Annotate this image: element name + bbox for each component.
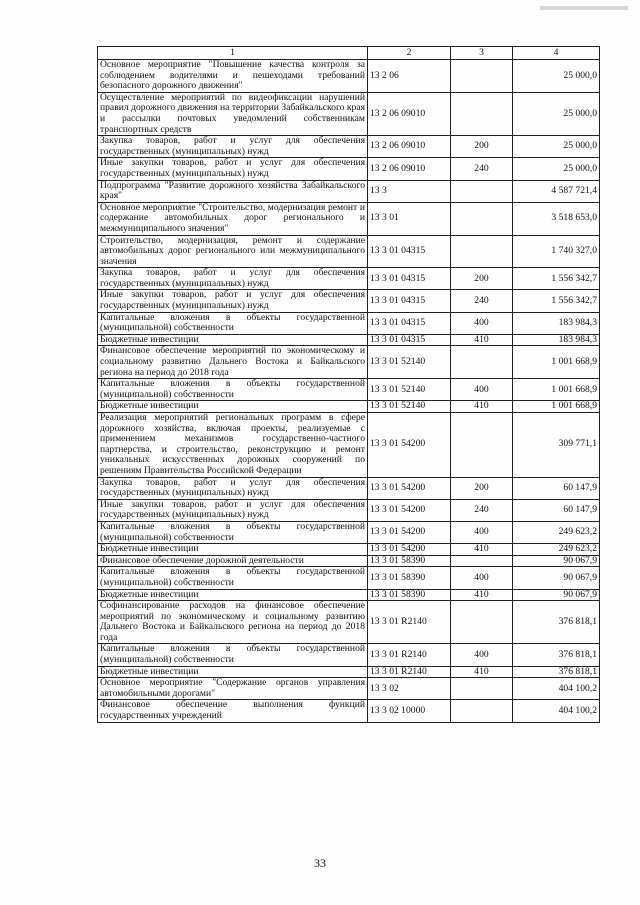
row-name: Капитальные вложения в объекты государственной (муниципальной) собственности [98, 644, 368, 666]
row-name: Иные закупки товаров, работ и услуг для обеспечения государственных (муниципальных) нужд [98, 499, 368, 521]
row-amount: 4 587 721,4 [513, 180, 600, 202]
table-row [98, 544, 600, 556]
table-row [98, 666, 600, 678]
row-expense-type: 240 [451, 290, 513, 312]
row-name: Бюджетные инвестиции [98, 589, 368, 601]
header-col-2: 2 [368, 47, 451, 60]
budget-table [97, 46, 600, 723]
row-name: Основное мероприятие "Содержание органов управления автомобильными дорогами" [98, 678, 368, 700]
row-amount: 376 818,1 [513, 644, 600, 666]
row-code: 13 3 [368, 180, 451, 202]
row-name: Софинансирование расходов на финансовое обеспечение мероприятий по экономическому и социальному развитию Дальнего Востока и Байкальского региона на период до 2018 года [98, 601, 368, 644]
table-row [98, 180, 600, 202]
row-code: 13 3 01 04315 [368, 312, 451, 334]
row-name: Финансовое обеспечение дорожной деятельности [98, 555, 368, 567]
table-row [98, 346, 600, 379]
row-expense-type: 200 [451, 268, 513, 290]
row-expense-type [451, 555, 513, 567]
table-row [98, 202, 600, 235]
row-code: 13 3 01 R2140 [368, 601, 451, 644]
row-expense-type [451, 202, 513, 235]
table-row [98, 290, 600, 312]
row-expense-type [451, 601, 513, 644]
row-name: Капитальные вложения в объекты государственной (муниципальной) собственности [98, 521, 368, 543]
row-amount: 309 771,1 [513, 413, 600, 478]
row-amount: 90 067,9 [513, 589, 600, 601]
row-expense-type: 410 [451, 589, 513, 601]
row-name: Закупка товаров, работ и услуг для обеспечения государственных (муниципальных) нужд [98, 268, 368, 290]
table-row [98, 158, 600, 180]
row-code: 13 2 06 09010 [368, 136, 451, 158]
row-expense-type: 400 [451, 567, 513, 589]
row-expense-type [451, 346, 513, 379]
header-col-3: 3 [451, 47, 513, 60]
row-amount: 25 000,0 [513, 158, 600, 180]
row-code: 13 2 06 [368, 60, 451, 93]
row-amount: 249 623,2 [513, 521, 600, 543]
row-expense-type [451, 235, 513, 268]
row-expense-type: 400 [451, 644, 513, 666]
row-code: 13 3 01 [368, 202, 451, 235]
table-header-row [98, 47, 600, 60]
row-code: 13 3 01 04315 [368, 290, 451, 312]
row-amount: 25 000,0 [513, 136, 600, 158]
row-code: 13 3 01 R2140 [368, 644, 451, 666]
row-amount: 1 556 342,7 [513, 268, 600, 290]
row-code: 13 3 01 54200 [368, 544, 451, 556]
row-code: 13 3 01 54200 [368, 499, 451, 521]
row-name: Иные закупки товаров, работ и услуг для обеспечения государственных (муниципальных) нужд [98, 290, 368, 312]
row-expense-type [451, 60, 513, 93]
row-code: 13 3 01 58390 [368, 567, 451, 589]
row-code: 13 3 01 54200 [368, 477, 451, 499]
row-expense-type: 410 [451, 544, 513, 556]
table-row [98, 499, 600, 521]
table-row [98, 379, 600, 401]
row-expense-type: 410 [451, 334, 513, 346]
row-name: Бюджетные инвестиции [98, 334, 368, 346]
row-name: Основное мероприятие "Повышение качества контроля за соблюдением водителями и пешеходами требований безопасного дорожного движения" [98, 60, 368, 93]
row-expense-type: 400 [451, 521, 513, 543]
row-code: 13 3 01 54200 [368, 413, 451, 478]
row-amount: 90 067,9 [513, 567, 600, 589]
row-expense-type [451, 92, 513, 135]
row-amount: 249 623,2 [513, 544, 600, 556]
row-expense-type: 200 [451, 477, 513, 499]
row-name: Капитальные вложения в объекты государственной (муниципальной) собственности [98, 312, 368, 334]
table-row [98, 644, 600, 666]
row-code: 13 3 01 52140 [368, 379, 451, 401]
table-row [98, 268, 600, 290]
row-amount: 404 100,2 [513, 678, 600, 700]
table-row [98, 312, 600, 334]
row-code: 13 3 01 04315 [368, 334, 451, 346]
row-code: 13 3 02 10000 [368, 700, 451, 722]
row-amount: 183 984,3 [513, 312, 600, 334]
table-row [98, 700, 600, 722]
table-row [98, 678, 600, 700]
row-name: Капитальные вложения в объекты государственной (муниципальной) собственности [98, 379, 368, 401]
table-row [98, 521, 600, 543]
table-row [98, 92, 600, 135]
row-amount: 1 001 668,9 [513, 379, 600, 401]
row-name: Финансовое обеспечение выполнения функций государственных учреждений [98, 700, 368, 722]
table-row [98, 477, 600, 499]
row-amount: 25 000,0 [513, 92, 600, 135]
row-expense-type [451, 180, 513, 202]
row-amount: 1 001 668,9 [513, 401, 600, 413]
row-code: 13 3 01 04315 [368, 235, 451, 268]
row-name: Закупка товаров, работ и услуг для обеспечения государственных (муниципальных) нужд [98, 136, 368, 158]
row-code: 13 3 01 52140 [368, 401, 451, 413]
row-code: 13 3 01 58390 [368, 555, 451, 567]
table-row [98, 555, 600, 567]
row-amount: 404 100,2 [513, 700, 600, 722]
row-expense-type: 400 [451, 379, 513, 401]
header-col-4: 4 [513, 47, 600, 60]
row-amount: 376 818,1 [513, 601, 600, 644]
row-name: Иные закупки товаров, работ и услуг для обеспечения государственных (муниципальных) нужд [98, 158, 368, 180]
row-name: Бюджетные инвестиции [98, 401, 368, 413]
table-row [98, 60, 600, 93]
row-expense-type: 240 [451, 499, 513, 521]
row-name: Бюджетные инвестиции [98, 544, 368, 556]
page-number: 33 [314, 856, 326, 870]
row-amount: 1 740 327,0 [513, 235, 600, 268]
table-row [98, 589, 600, 601]
row-name: Подпрограмма "Развитие дорожного хозяйства Забайкальского края" [98, 180, 368, 202]
row-code: 13 3 01 54200 [368, 521, 451, 543]
row-amount: 1 001 668,9 [513, 346, 600, 379]
row-code: 13 3 01 58390 [368, 589, 451, 601]
row-amount: 3 518 653,0 [513, 202, 600, 235]
row-expense-type: 410 [451, 401, 513, 413]
row-amount: 183 984,3 [513, 334, 600, 346]
row-code: 13 3 01 52140 [368, 346, 451, 379]
row-amount: 1 556 342,7 [513, 290, 600, 312]
row-amount: 376 818,1 [513, 666, 600, 678]
row-expense-type: 410 [451, 666, 513, 678]
row-code: 13 3 02 [368, 678, 451, 700]
row-expense-type [451, 413, 513, 478]
table-row [98, 334, 600, 346]
row-name: Реализация мероприятий региональных программ в сфере дорожного хозяйства, включая проекты, реализуемые с применением механизмов государственно-частного партнерства, и строительство, реконструкцию и ремонт уникальных искусственных дорожных сооружений по решениям Правительства Российской Федерации [98, 413, 368, 478]
row-code: 13 3 01 04315 [368, 268, 451, 290]
row-expense-type: 400 [451, 312, 513, 334]
row-name: Капитальные вложения в объекты государственной (муниципальной) собственности [98, 567, 368, 589]
row-name: Бюджетные инвестиции [98, 666, 368, 678]
table-row [98, 136, 600, 158]
row-name: Основное мероприятие "Строительство, модернизация ремонт и содержание автомобильных дорог регионального и межмуниципального значения" [98, 202, 368, 235]
table-row [98, 413, 600, 478]
row-name: Строительство, модернизация, ремонт и содержание автомобильных дорог регионального или межмуниципального значения [98, 235, 368, 268]
scan-artifact [540, 6, 628, 10]
row-amount: 90 067,9 [513, 555, 600, 567]
row-amount: 25 000,0 [513, 60, 600, 93]
row-expense-type: 200 [451, 136, 513, 158]
table-row [98, 401, 600, 413]
row-name: Закупка товаров, работ и услуг для обеспечения государственных (муниципальных) нужд [98, 477, 368, 499]
table-row [98, 235, 600, 268]
table-body [98, 60, 600, 723]
row-amount: 60 147,9 [513, 499, 600, 521]
table-row [98, 601, 600, 644]
row-expense-type [451, 700, 513, 722]
row-expense-type: 240 [451, 158, 513, 180]
row-amount: 60 147,9 [513, 477, 600, 499]
row-code: 13 2 06 09010 [368, 92, 451, 135]
row-code: 13 3 01 R2140 [368, 666, 451, 678]
row-name: Финансовое обеспечение мероприятий по экономическому и социальному развитию Дальнего Востока и Байкальского региона на период до 2018 года [98, 346, 368, 379]
row-expense-type [451, 678, 513, 700]
row-name: Осуществление мероприятий по видеофиксации нарушений правил дорожного движения на территории Забайкальского края и рассылки почтовых уведомлений собственникам транспортных средств [98, 92, 368, 135]
table-row [98, 567, 600, 589]
row-code: 13 2 06 09010 [368, 158, 451, 180]
header-col-1: 1 [98, 47, 368, 60]
